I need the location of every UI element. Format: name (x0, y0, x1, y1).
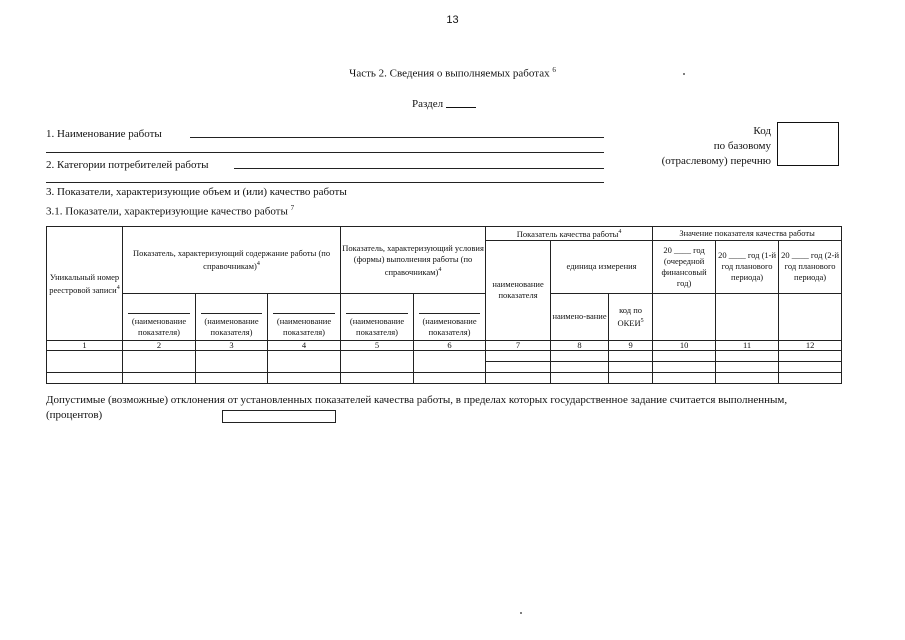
header-quality-group (486, 227, 653, 241)
part-title (0, 66, 905, 80)
header-unique-number-text: Уникальный номер реестровой записи (49, 271, 120, 295)
field-consumers-line-2 (46, 182, 604, 183)
col-num-10: 10 (653, 340, 716, 350)
header-year-plan-1: 20 ____ год (1-й год планового периода) (716, 240, 779, 293)
header-content-name-2-text: (наименование показателя) (204, 315, 259, 337)
empty-cell[interactable] (653, 350, 716, 361)
empty-cell[interactable] (551, 361, 609, 372)
scan-speck (683, 73, 685, 75)
column-numbers-row (47, 340, 842, 350)
empty-cell[interactable] (609, 361, 653, 372)
col-num-2: 2 (123, 340, 196, 350)
header-value-empty-1 (653, 293, 716, 340)
header-content-name-3-text: (наименование показателя) (276, 315, 332, 337)
section-3-heading: 3. Показатели, характеризующие объем и (или) качество работы (46, 186, 347, 198)
header-conditions-group-text: Показатель, характеризующий условия (формы) выполнения работы (по справочникам) (342, 242, 484, 277)
code-label-line-3: (отраслевому) перечню (661, 155, 771, 167)
col-num-11: 11 (716, 340, 779, 350)
empty-cell[interactable] (268, 350, 341, 372)
col-num-9: 9 (609, 340, 653, 350)
empty-cell[interactable] (123, 350, 196, 372)
header-conditions-name-2-text: (наименование показателя) (422, 315, 477, 337)
header-okei (609, 293, 653, 340)
empty-cell[interactable] (716, 361, 779, 372)
col-num-8: 8 (551, 340, 609, 350)
header-quality-group-text: Показатель качества работы (516, 228, 619, 239)
empty-cell[interactable] (551, 372, 609, 383)
empty-cell[interactable] (779, 372, 842, 383)
quality-table (46, 226, 842, 384)
code-label-line-1: Код (753, 125, 771, 137)
empty-cell[interactable] (486, 361, 551, 372)
field-work-name-line (190, 137, 604, 138)
header-year-current: 20 ____ год (очередной финансовый год) (653, 240, 716, 293)
header-year-plan-2: 20 ____ год (2-й год планового периода) (779, 240, 842, 293)
empty-cell[interactable] (486, 350, 551, 361)
empty-cell[interactable] (196, 372, 268, 383)
code-label (662, 124, 771, 169)
header-value-group: Значение показателя качества работы (653, 227, 842, 241)
code-box[interactable] (777, 122, 839, 166)
razdel-blank (446, 107, 476, 108)
header-unique-number (47, 227, 123, 341)
scan-speck (520, 612, 522, 614)
empty-cell[interactable] (268, 372, 341, 383)
header-content-name-3 (268, 293, 341, 340)
razdel (412, 98, 476, 110)
code-label-line-2: по базовому (713, 140, 771, 152)
part-title-footnote: 6 (552, 66, 556, 74)
col-num-3: 3 (196, 340, 268, 350)
section-3-1-heading (46, 204, 294, 218)
empty-cell[interactable] (551, 350, 609, 361)
col-num-1: 1 (47, 340, 123, 350)
section-3-1-footnote: 7 (290, 204, 295, 212)
empty-cell[interactable] (716, 350, 779, 361)
col-num-12: 12 (779, 340, 842, 350)
field-consumers-line (234, 168, 604, 169)
header-content-name-1 (123, 293, 196, 340)
col-num-5: 5 (341, 340, 414, 350)
empty-cell[interactable] (716, 372, 779, 383)
empty-cell[interactable] (653, 361, 716, 372)
empty-cell[interactable] (341, 372, 414, 383)
empty-cell[interactable] (414, 372, 486, 383)
field-consumers-label: 2. Категории потребителей работы (46, 159, 209, 171)
empty-cell[interactable] (47, 350, 123, 372)
header-conditions-name-1 (341, 293, 414, 340)
header-conditions-name-2 (414, 293, 486, 340)
header-okei-note: 5 (640, 317, 644, 324)
header-content-group-text: Показатель, характеризующий содержание работы (по справочникам) (132, 248, 331, 271)
header-unique-number-note: 4 (116, 284, 120, 291)
section-3-1-text: 3.1. Показатели, характеризующие качество работы (46, 205, 288, 218)
col-num-4: 4 (268, 340, 341, 350)
empty-cell[interactable] (196, 350, 268, 372)
razdel-label: Раздел (412, 98, 444, 110)
header-unit-name: наимено-вание (551, 293, 609, 340)
header-content-group (123, 227, 341, 294)
header-indicator-name: наименование показателя (486, 240, 551, 340)
part-title-text: Часть 2. Сведения о выполняемых работах (349, 67, 550, 80)
table-row (47, 372, 842, 383)
deviation-text: Допустимые (возможные) отклонения от установленных показателей качества работы, в пределах которых государственное задание считается выполненным, (процентов) (46, 394, 788, 421)
header-unit-group: единица измерения (551, 240, 653, 293)
header-conditions-group-note: 4 (438, 266, 442, 273)
header-content-name-1-text: (наименование показателя) (131, 315, 187, 337)
empty-cell[interactable] (779, 361, 842, 372)
field-work-name-label: 1. Наименование работы (46, 128, 162, 140)
col-num-7: 7 (486, 340, 551, 350)
page-number: 13 (446, 14, 459, 26)
deviation-percent-box[interactable] (222, 410, 336, 423)
field-work-name-line-2 (46, 152, 604, 153)
empty-cell[interactable] (653, 372, 716, 383)
header-content-group-note: 4 (256, 261, 260, 267)
header-content-name-2 (196, 293, 268, 340)
header-conditions-name-1-text: (наименование показателя) (349, 315, 405, 337)
empty-cell[interactable] (123, 372, 196, 383)
empty-cell[interactable] (609, 350, 653, 361)
empty-cell[interactable] (609, 372, 653, 383)
empty-cell[interactable] (47, 372, 123, 383)
header-quality-group-note: 4 (618, 229, 622, 235)
header-okei-text: код по ОКЕИ (617, 304, 643, 328)
header-value-empty-3 (779, 293, 842, 340)
col-num-6: 6 (414, 340, 486, 350)
header-value-empty-2 (716, 293, 779, 340)
empty-cell[interactable] (341, 350, 414, 372)
empty-cell[interactable] (414, 350, 486, 372)
header-conditions-group (341, 227, 486, 294)
empty-cell[interactable] (779, 350, 842, 361)
empty-cell[interactable] (486, 372, 551, 383)
table-row (47, 350, 842, 361)
